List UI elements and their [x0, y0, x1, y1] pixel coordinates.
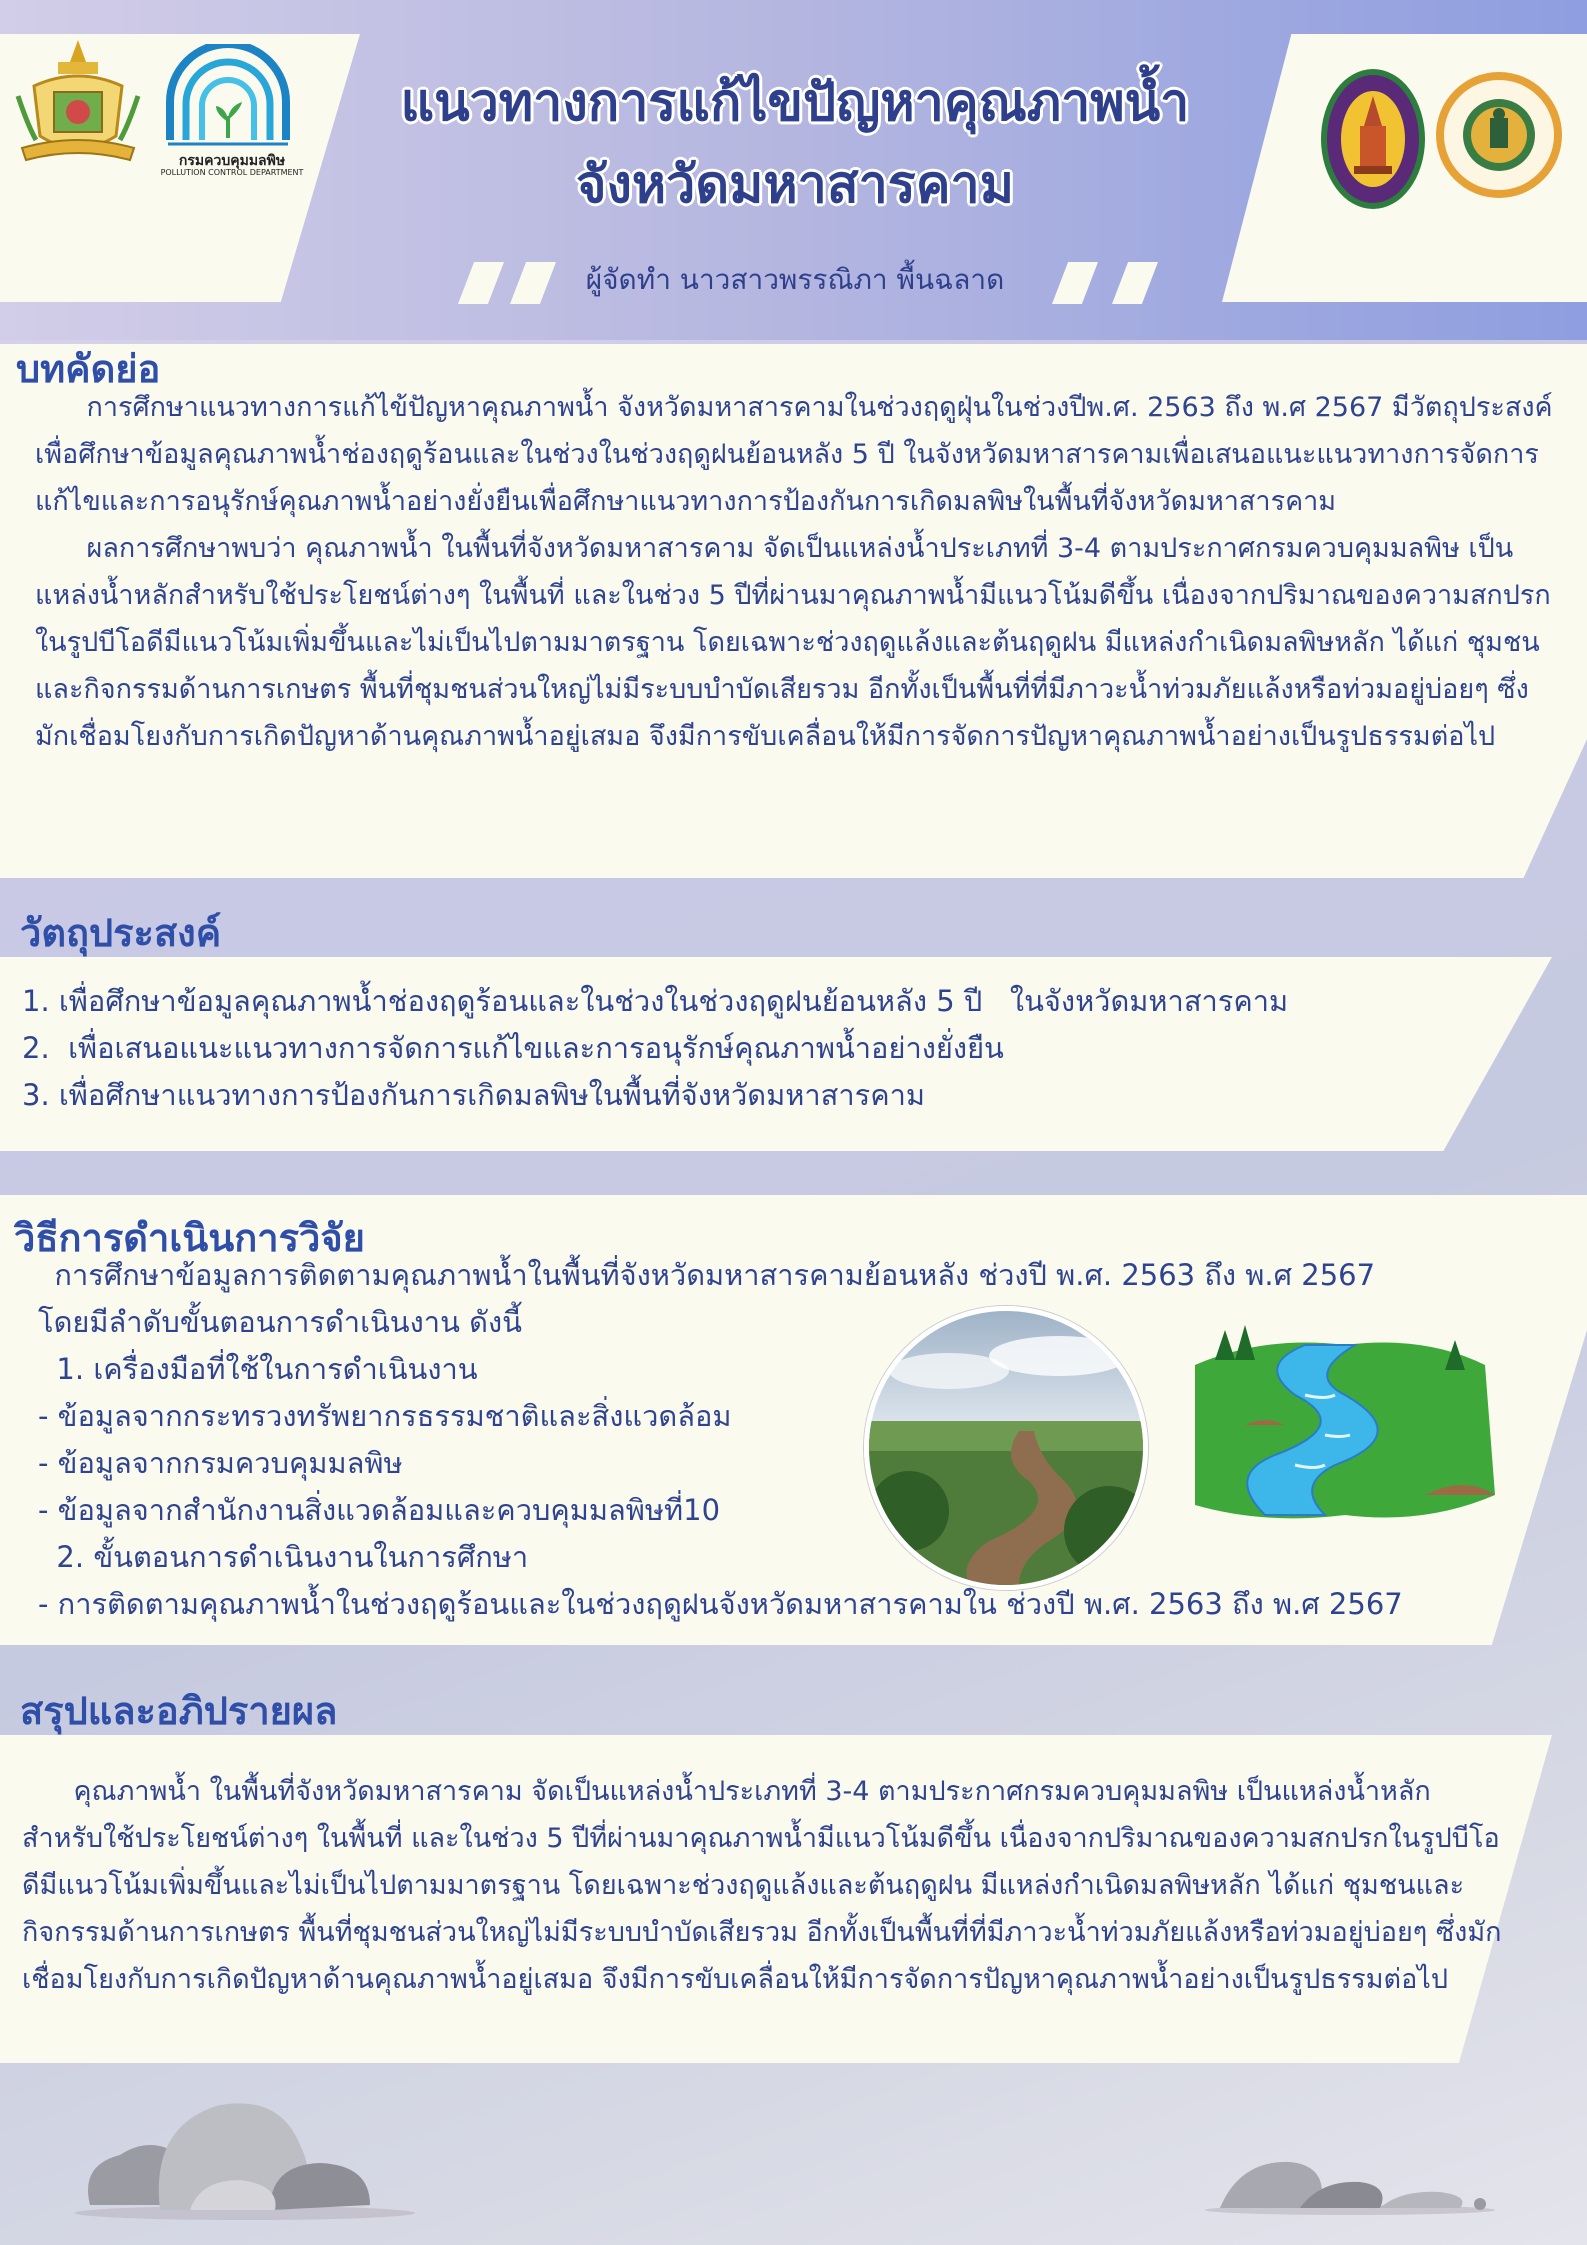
page-title [310, 62, 1280, 226]
title-line-1: แนวทางการแก้ไขปัญหาคุณภาพน้ำ [400, 73, 1190, 133]
objectives-list [22, 978, 1502, 1119]
author-line: ผู้จัดทำ นาวสาวพรรณิภา พื้นฉลาด [585, 263, 1005, 296]
objective-item: 2. เพื่อเสนอแนะแนวทางการจัดการแก้ไขและการอนุรักษ์คุณภาพน้ำอย่างยั่งยืน [22, 1031, 1004, 1065]
river-aerial-photo [864, 1306, 1148, 1590]
rocks-illustration-left [70, 2085, 420, 2220]
pcd-name-th: กรมควบคุมมลพิษ [178, 153, 286, 169]
faculty-seal-logo [1434, 70, 1564, 200]
conclusion-paragraph: คุณภาพน้ำ ในพื้นที่จังหวัดมหาสารคาม จัดเป็นแหล่งน้ำประเภทที่ 3-4 ตามประกาศกรมควบคุมมลพิษ เป็นแหล่งน้ำหลักสำหรับใช้ประโยชน์ต่างๆ ในพื้นที่ และในช่วง 5 ปีที่ผ่านมาคุณภาพน้ำมีแนวโน้มดีขึ้น เนื่องจากปริมาณของความสกปรกในรูปบีโอดีมีแนวโน้มเพิ่มขึ้นและไม่เป็นไปตามมาตรฐาน โดยเฉพาะช่วงฤดูแล้งและต้นฤดูฝน มีแหล่งกำเนิดมลพิษหลัก ได้แก่ ชุมชนและกิจกรรมด้านการเกษตร พื้นที่ชุมชนส่วนใหญ่ไม่มีระบบบำบัดเสียรวม อีกทั้งเป็นพื้นที่ที่มีภาวะน้ำท่วมภัยแล้งหรือท่วมอยู่บ่อยๆ ซึ่งมักเชื่อมโยงกับการเกิดปัญหาด้านคุณภาพน้ำอยู่เสมอ จึงมีการขับเคลื่อนให้มีการจัดการปัญหาคุณภาพน้ำอย่างเป็นรูปธรรมต่อไป [22, 1776, 1502, 1995]
objective-item: 1. เพื่อศึกษาข้อมูลคุณภาพน้ำช่องฤดูร้อนและในช่วงในช่วงฤดูฝนย้อนหลัง 5 ปี ในจังหวัดมหาสารคาม [22, 984, 1289, 1018]
title-line-2: จังหวัดมหาสารคาม [576, 155, 1014, 215]
methods-step-2-item: - การติดตามคุณภาพน้ำในช่วงฤดูร้อนและในช่วงฤดูฝนจังหวัดมหาสารคามใน ช่วงปี พ.ศ. 2563 ถึง พ.ศ 2567 [38, 1587, 1403, 1621]
rocks-illustration-right [1200, 2130, 1500, 2215]
abstract-heading: บทคัดย่อ [16, 347, 161, 391]
methods-step-1-item: - ข้อมูลจากกรมควบคุมมลพิษ [38, 1446, 403, 1480]
conclusion-body [22, 1768, 1502, 2003]
abstract-body [35, 384, 1560, 760]
methods-step-1: 1. เครื่องมือที่ใช้ในการดำเนินงาน [38, 1352, 478, 1386]
methods-step-2: 2. ขั้นตอนการดำเนินงานในการศึกษา [38, 1540, 529, 1574]
methods-intro-2: โดยมีลำดับขั้นตอนการดำเนินงาน ดังนี้ [38, 1305, 522, 1339]
methods-step-1-item: - ข้อมูลจากสำนักงานสิ่งแวดล้อมและควบคุมมลพิษที่10 [38, 1493, 721, 1527]
objectives-heading: วัตถุประสงค์ [20, 911, 222, 955]
abstract-paragraph-2: ผลการศึกษาพบว่า คุณภาพน้ำ ในพื้นที่จังหวัดมหาสารคาม จัดเป็นแหล่งน้ำประเภทที่ 3-4 ตามประกาศกรมควบคุมมลพิษ เป็นแหล่งน้ำหลักสำหรับใช้ประโยชน์ต่างๆ ในพื้นที่ และในช่วง 5 ปีที่ผ่านมาคุณภาพน้ำมีแนวโน้มดีขึ้น เนื่องจากปริมาณของความสกปรกในรูปบีโอดีมีแนวโน้มเพิ่มขึ้นและไม่เป็นไปตามมาตรฐาน โดยเฉพาะช่วงฤดูแล้งและต้นฤดูฝน มีแหล่งกำเนิดมลพิษหลัก ได้แก่ ชุมชนและกิจกรรมด้านการเกษตร พื้นที่ชุมชนส่วนใหญ่ไม่มีระบบบำบัดเสียรวม อีกทั้งเป็นพื้นที่ที่มีภาวะน้ำท่วมภัยแล้งหรือท่วมอยู่บ่อยๆ ซึ่งมักเชื่อมโยงกับการเกิดปัญหาด้านคุณภาพน้ำอยู่เสมอ จึงมีการขับเคลื่อนให้มีการจัดการปัญหาคุณภาพน้ำอย่างเป็นรูปธรรมต่อไป [35, 533, 1551, 752]
abstract-paragraph-1: การศึกษาแนวทางการแก้ไข้ปัญหาคุณภาพน้ำ จังหวัดมหาสารคามในช่วงฤดูฝุ่นในช่วงปีพ.ศ. 2563 ถึง พ.ศ 2567 มีวัตถุประสงค์เพื่อศึกษาข้อมูลคุณภาพน้ำช่องฤดูร้อนและในช่วงในช่วงฤดูฝนย้อนหลัง 5 ปี ในจังหวัดมหาสารคามเพื่อเสนอแนะแนวทางการจัดการแก้ไขและการอนุรักษ์คุณภาพน้ำอย่างยั่งยืนเพื่อศึกษาแนวทางการป้องกันการเกิดมลพิษในพื้นที่จังหวัดมหาสารคาม [35, 392, 1553, 517]
methods-step-1-item: - ข้อมูลจากกระทรวงทรัพยากรธรรมชาติและสิ่งแวดล้อม [38, 1399, 732, 1433]
objective-item: 3. เพื่อศึกษาแนวทางการป้องกันการเกิดมลพิษในพื้นที่จังหวัดมหาสารคาม [22, 1078, 925, 1112]
methods-intro-1: การศึกษาข้อมูลการติดตามคุณภาพน้ำในพื้นที่จังหวัดมหาสารคามย้อนหลัง ช่วงปี พ.ศ. 2563 ถึง พ.ศ 2567 [36, 1258, 1376, 1292]
conclusion-heading: สรุปและอภิปรายผล [20, 1689, 338, 1733]
provincial-emblem-logo [14, 36, 142, 178]
pcd-name-en: POLLUTION CONTROL DEPARTMENT [160, 168, 304, 177]
methods-heading: วิธีการดำเนินการวิจัย [14, 1216, 365, 1260]
river-illustration [1185, 1325, 1505, 1525]
university-seal-logo [1318, 66, 1428, 212]
